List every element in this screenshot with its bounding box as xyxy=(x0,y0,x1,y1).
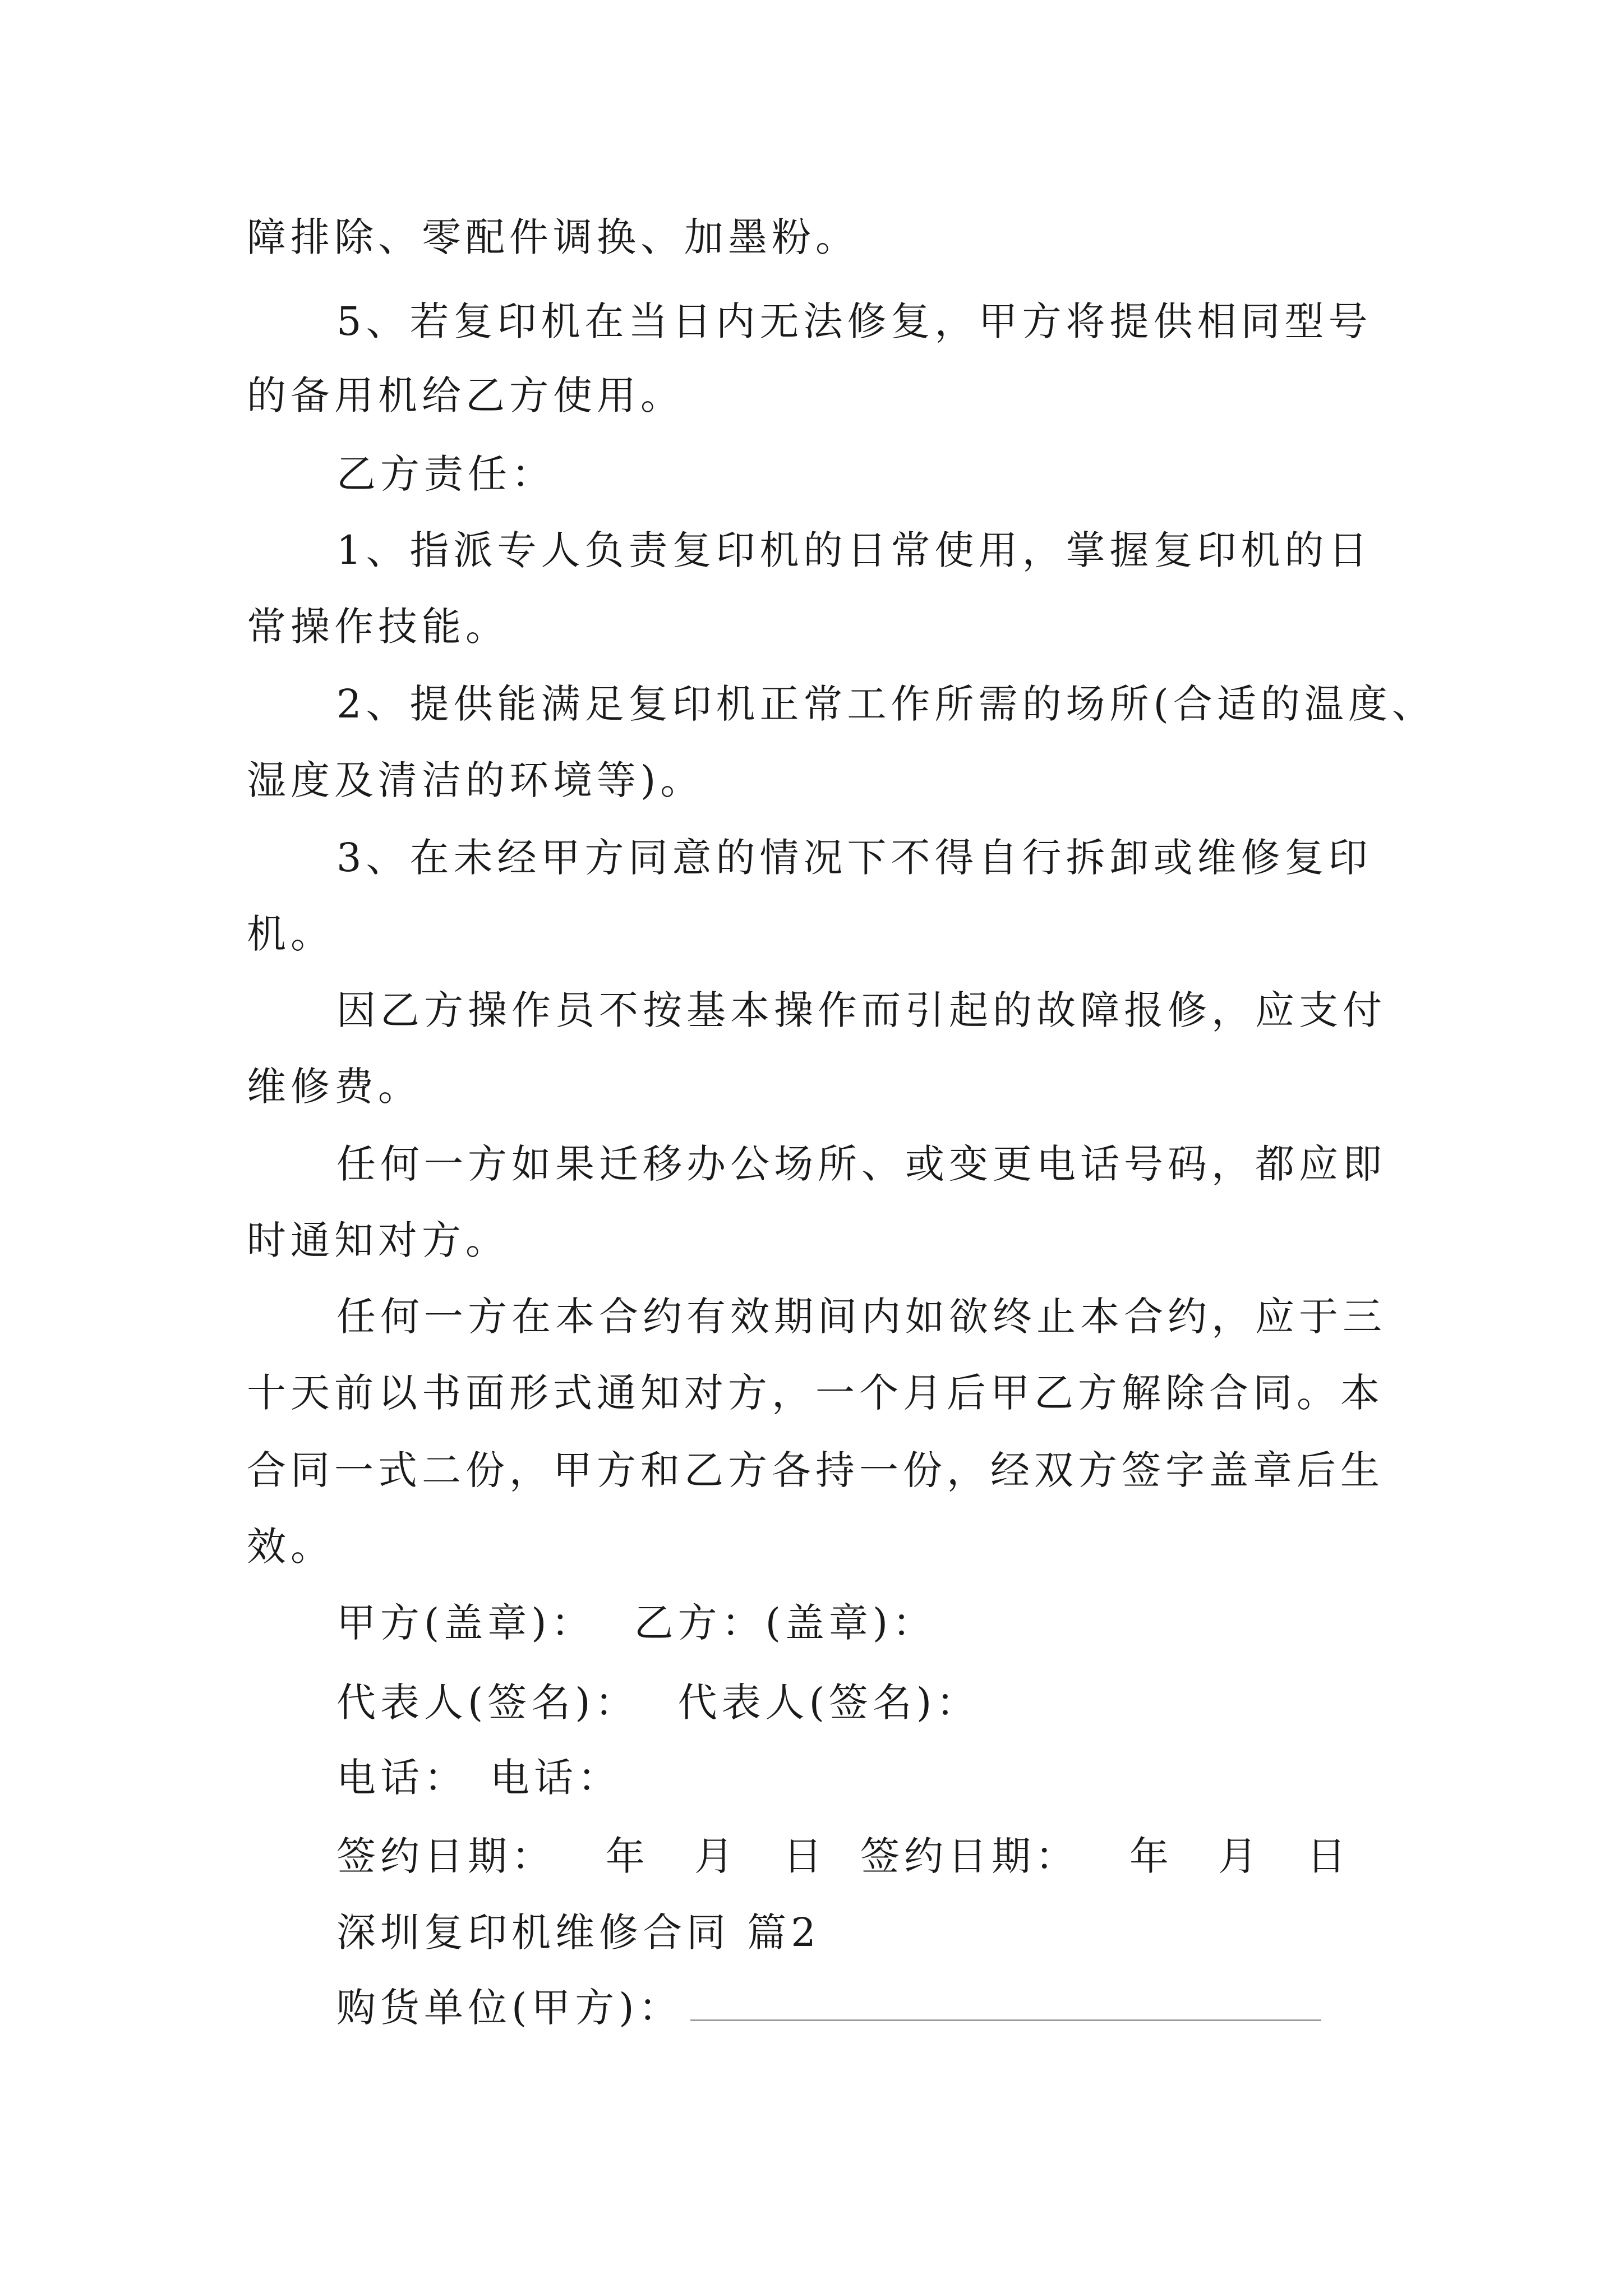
paragraph-line: 时通知对方。 xyxy=(247,1217,509,1263)
date-b-label: 签约日期： xyxy=(860,1833,1079,1879)
paragraph-line: 因乙方操作员不按基本操作而引起的故障报修，应支付 xyxy=(336,987,1386,1033)
phone-row xyxy=(336,1752,621,1803)
date-b-month: 月 xyxy=(1218,1833,1262,1879)
paragraph-line: 合同一式二份，甲方和乙方各持一份，经双方签字盖章后生 xyxy=(247,1447,1384,1493)
phone-a-label: 电话： xyxy=(336,1755,468,1801)
date-a-label: 签约日期： xyxy=(336,1833,555,1879)
buyer-blank-line xyxy=(690,1985,1321,2021)
date-row xyxy=(336,1831,1350,1881)
date-b-year: 年 xyxy=(1129,1833,1173,1879)
paragraph-line: 效。 xyxy=(247,1524,334,1570)
paragraph-line: 3、在未经甲方同意的情况下不得自行拆卸或维修复印 xyxy=(336,835,1372,881)
date-a-year: 年 xyxy=(606,1833,649,1879)
party-a-seal-label: 甲方(盖章)： xyxy=(336,1600,595,1646)
section-title: 深圳复印机维修合同 篇2 xyxy=(336,1910,820,1955)
paragraph-line: 维修费。 xyxy=(247,1064,422,1110)
paragraph-line: 2、提供能满足复印机正常工作所需的场所(合适的温度、 xyxy=(336,681,1436,727)
paragraph-line: 的备用机给乙方使用。 xyxy=(247,372,684,418)
paragraph-line: 湿度及清洁的环境等)。 xyxy=(247,757,704,803)
rep-a-label: 代表人(签名)： xyxy=(336,1680,639,1726)
paragraph-line: 1、指派专人负责复印机的日常使用，掌握复印机的日 xyxy=(336,527,1372,573)
date-b-day: 日 xyxy=(1307,1833,1350,1879)
buyer-label: 购货单位(甲方)： xyxy=(336,1985,683,2031)
buyer-row xyxy=(336,1982,1321,2033)
date-a-month: 月 xyxy=(694,1833,738,1879)
date-a-day: 日 xyxy=(783,1833,827,1879)
phone-b-label: 电话： xyxy=(490,1755,621,1801)
paragraph-line: 5、若复印机在当日内无法修复，甲方将提供相同型号 xyxy=(336,298,1372,344)
paragraph-line: 任何一方在本合约有效期间内如欲终止本合约，应于三 xyxy=(336,1294,1386,1340)
seal-row xyxy=(336,1598,936,1648)
paragraph-line: 常操作技能。 xyxy=(247,604,509,650)
paragraph-line: 任何一方如果迁移办公场所、或变更电话号码，都应即 xyxy=(336,1141,1386,1187)
representative-row xyxy=(336,1677,980,1728)
paragraph-line: 十天前以书面形式通知对方，一个月后甲乙方解除合同。本 xyxy=(247,1370,1384,1416)
party-b-seal-label: 乙方：(盖章)： xyxy=(634,1600,937,1646)
paragraph-line: 障排除、零配件调换、加墨粉。 xyxy=(247,214,859,260)
rep-b-label: 代表人(签名)： xyxy=(677,1680,980,1726)
section-heading: 乙方责任： xyxy=(336,451,555,497)
paragraph-line: 机。 xyxy=(247,911,334,957)
